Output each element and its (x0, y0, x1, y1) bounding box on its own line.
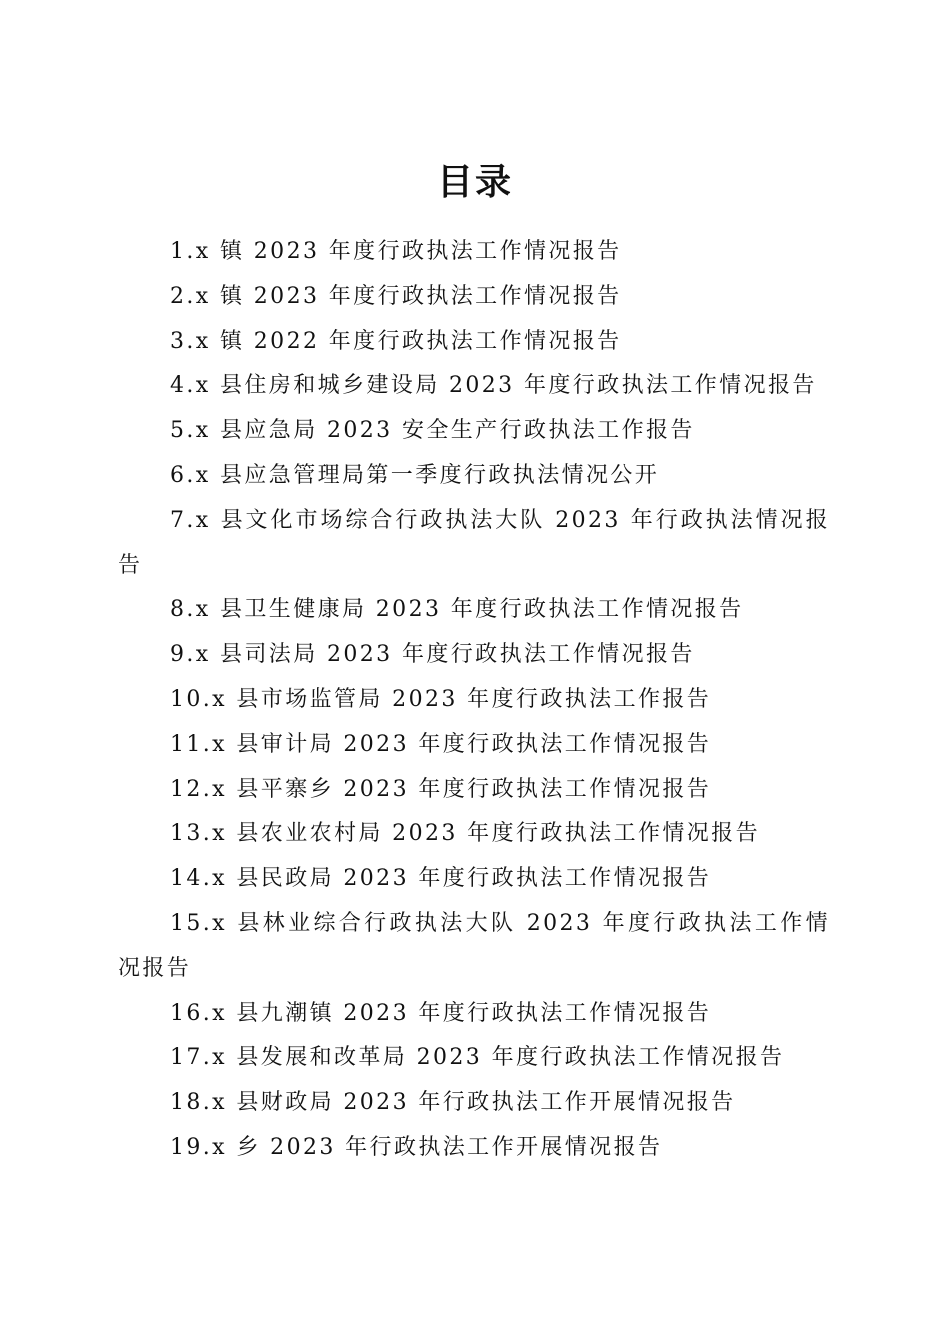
toc-item: 3.x 镇 2022 年度行政执法工作情况报告 (170, 328, 622, 354)
toc-item: 13.x 县农业农村局 2023 年度行政执法工作情况报告 (170, 821, 760, 847)
page-title: 目录 (436, 161, 513, 204)
toc-item: 19.x 乡 2023 年行政执法工作开展情况报告 (170, 1134, 663, 1160)
toc-item: 11.x 县审计局 2023 年度行政执法工作情况报告 (170, 731, 712, 757)
toc-item: 9.x 县司法局 2023 年度行政执法工作情况报告 (170, 642, 695, 668)
toc-item: 1.x 镇 2023 年度行政执法工作情况报告 (170, 239, 622, 264)
toc-item: 12.x 县平寨乡 2023 年度行政执法工作情况报告 (170, 776, 712, 802)
toc-item: 2.x 镇 2023 年度行政执法工作情况报告 (170, 283, 622, 309)
toc-item: 5.x 县应急局 2023 安全生产行政执法工作报告 (170, 418, 695, 444)
toc-item: 6.x 县应急管理局第一季度行政执法情况公开 (170, 462, 660, 488)
toc-item: 15.x 县林业综合行政执法大队 2023 年度行政执法工作情况报告 (118, 910, 830, 981)
toc-item: 10.x 县市场监管局 2023 年度行政执法工作报告 (170, 686, 712, 712)
toc-item: 16.x 县九潮镇 2023 年度行政执法工作情况报告 (170, 1000, 712, 1026)
toc-item: 4.x 县住房和城乡建设局 2023 年度行政执法工作情况报告 (170, 373, 817, 399)
table-of-contents (118, 230, 830, 1171)
toc-item: 7.x 县文化市场综合行政执法大队 2023 年行政执法情况报告 (118, 507, 830, 578)
toc-item: 8.x 县卫生健康局 2023 年度行政执法工作情况报告 (170, 597, 744, 623)
toc-item: 17.x 县发展和改革局 2023 年度行政执法工作情况报告 (170, 1045, 785, 1071)
toc-item: 18.x 县财政局 2023 年行政执法工作开展情况报告 (170, 1090, 736, 1116)
toc-item: 14.x 县民政局 2023 年度行政执法工作情况报告 (170, 866, 712, 892)
